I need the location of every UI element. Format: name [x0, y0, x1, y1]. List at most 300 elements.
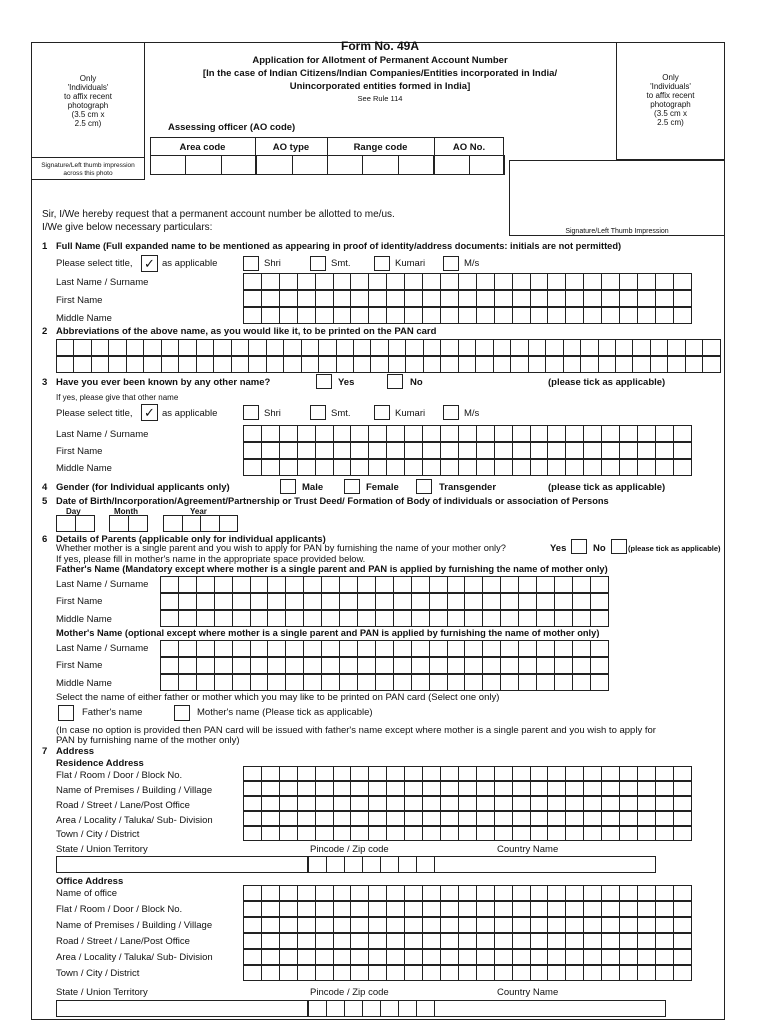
char-cell[interactable]	[602, 965, 620, 981]
char-cell[interactable]	[423, 766, 441, 781]
char-cell[interactable]	[441, 339, 458, 356]
char-cell[interactable]	[638, 811, 656, 826]
char-cell[interactable]	[674, 826, 692, 841]
char-cell[interactable]	[465, 610, 483, 627]
char-cell[interactable]	[573, 657, 591, 674]
char-cell[interactable]	[381, 856, 399, 873]
char-cell[interactable]	[495, 796, 513, 811]
char-cell[interactable]	[529, 339, 546, 356]
char-cell[interactable]	[513, 917, 531, 933]
s7-off-premises-input[interactable]	[243, 917, 692, 933]
char-cell[interactable]	[501, 593, 519, 610]
char-cell[interactable]	[602, 442, 620, 459]
char-cell[interactable]	[298, 307, 316, 324]
char-cell[interactable]	[387, 442, 405, 459]
char-cell[interactable]	[309, 856, 327, 873]
char-cell[interactable]	[531, 811, 549, 826]
char-cell[interactable]	[280, 290, 298, 307]
char-cell[interactable]	[674, 796, 692, 811]
char-cell[interactable]	[423, 273, 441, 290]
char-cell[interactable]	[363, 1000, 381, 1017]
char-cell[interactable]	[537, 674, 555, 691]
char-cell[interactable]	[423, 425, 441, 442]
char-cell[interactable]	[531, 459, 549, 476]
char-cell[interactable]	[531, 442, 549, 459]
char-cell[interactable]	[674, 811, 692, 826]
s7-off-town-input[interactable]	[243, 965, 692, 981]
char-cell[interactable]	[566, 425, 584, 442]
char-cell[interactable]	[423, 933, 441, 949]
char-cell[interactable]	[581, 356, 598, 373]
char-cell[interactable]	[298, 965, 316, 981]
char-cell[interactable]	[129, 515, 148, 532]
char-cell[interactable]	[262, 917, 280, 933]
char-cell[interactable]	[244, 781, 262, 796]
char-cell[interactable]	[405, 781, 423, 796]
char-cell[interactable]	[316, 442, 334, 459]
char-cell[interactable]	[298, 933, 316, 949]
signature-box-right[interactable]	[509, 160, 725, 236]
char-cell[interactable]	[531, 290, 549, 307]
s7-off-road-input[interactable]	[243, 933, 692, 949]
char-cell[interactable]	[548, 917, 566, 933]
char-cell[interactable]	[620, 917, 638, 933]
char-cell[interactable]	[215, 640, 233, 657]
char-cell[interactable]	[459, 339, 476, 356]
char-cell[interactable]	[656, 781, 674, 796]
char-cell[interactable]	[304, 593, 322, 610]
char-cell[interactable]	[477, 425, 495, 442]
char-cell[interactable]	[703, 356, 720, 373]
s3-title-shri-checkbox[interactable]	[243, 405, 259, 420]
char-cell[interactable]	[262, 965, 280, 981]
char-cell[interactable]	[215, 657, 233, 674]
char-cell[interactable]	[345, 856, 363, 873]
char-cell[interactable]	[651, 339, 668, 356]
char-cell[interactable]	[268, 640, 286, 657]
char-cell[interactable]	[501, 674, 519, 691]
char-cell[interactable]	[591, 610, 609, 627]
char-cell[interactable]	[656, 290, 674, 307]
char-cell[interactable]	[511, 356, 528, 373]
char-cell[interactable]	[459, 796, 477, 811]
char-cell[interactable]	[351, 290, 369, 307]
char-cell[interactable]	[369, 459, 387, 476]
char-cell[interactable]	[405, 307, 423, 324]
char-cell[interactable]	[197, 356, 214, 373]
char-cell[interactable]	[602, 307, 620, 324]
char-cell[interactable]	[262, 781, 280, 796]
char-cell[interactable]	[674, 290, 692, 307]
char-cell[interactable]	[566, 290, 584, 307]
char-cell[interactable]	[351, 933, 369, 949]
char-cell[interactable]	[249, 356, 266, 373]
char-cell[interactable]	[513, 442, 531, 459]
char-cell[interactable]	[214, 356, 231, 373]
char-cell[interactable]	[633, 339, 650, 356]
char-cell[interactable]	[351, 965, 369, 981]
char-cell[interactable]	[584, 290, 602, 307]
char-cell[interactable]	[511, 339, 528, 356]
char-cell[interactable]	[405, 917, 423, 933]
char-cell[interactable]	[244, 885, 262, 901]
char-cell[interactable]	[573, 576, 591, 593]
char-cell[interactable]	[638, 933, 656, 949]
char-cell[interactable]	[620, 425, 638, 442]
char-cell[interactable]	[322, 576, 340, 593]
s5-month-input[interactable]	[109, 515, 148, 532]
char-cell[interactable]	[423, 885, 441, 901]
char-cell[interactable]	[441, 425, 459, 442]
char-cell[interactable]	[501, 657, 519, 674]
char-cell[interactable]	[262, 442, 280, 459]
char-cell[interactable]	[573, 640, 591, 657]
char-cell[interactable]	[284, 356, 301, 373]
char-cell[interactable]	[423, 796, 441, 811]
char-cell[interactable]	[546, 339, 563, 356]
char-cell[interactable]	[459, 356, 476, 373]
char-cell[interactable]	[566, 811, 584, 826]
char-cell[interactable]	[459, 781, 477, 796]
char-cell[interactable]	[555, 576, 573, 593]
s3-yes-checkbox[interactable]	[316, 374, 332, 389]
char-cell[interactable]	[555, 657, 573, 674]
char-cell[interactable]	[316, 459, 334, 476]
char-cell[interactable]	[519, 657, 537, 674]
char-cell[interactable]	[638, 766, 656, 781]
char-cell[interactable]	[674, 307, 692, 324]
char-cell[interactable]	[387, 781, 405, 796]
char-cell[interactable]	[197, 576, 215, 593]
char-cell[interactable]	[286, 657, 304, 674]
char-cell[interactable]	[584, 917, 602, 933]
char-cell[interactable]	[262, 901, 280, 917]
char-cell[interactable]	[387, 826, 405, 841]
char-cell[interactable]	[322, 610, 340, 627]
char-cell[interactable]	[267, 339, 284, 356]
char-cell[interactable]	[531, 901, 549, 917]
char-cell[interactable]	[459, 442, 477, 459]
char-cell[interactable]	[566, 826, 584, 841]
char-cell[interactable]	[57, 339, 74, 356]
s7-off-flat-input[interactable]	[243, 901, 692, 917]
char-cell[interactable]	[638, 917, 656, 933]
char-cell[interactable]	[280, 459, 298, 476]
char-cell[interactable]	[322, 640, 340, 657]
char-cell[interactable]	[354, 356, 371, 373]
char-cell[interactable]	[280, 442, 298, 459]
char-cell[interactable]	[465, 593, 483, 610]
char-cell[interactable]	[638, 826, 656, 841]
char-cell[interactable]	[412, 610, 430, 627]
char-cell[interactable]	[501, 576, 519, 593]
s7-res-area-input[interactable]	[243, 811, 692, 826]
char-cell[interactable]	[127, 356, 144, 373]
char-cell[interactable]	[448, 610, 466, 627]
char-cell[interactable]	[459, 811, 477, 826]
char-cell[interactable]	[161, 657, 179, 674]
char-cell[interactable]	[316, 933, 334, 949]
char-cell[interactable]	[179, 657, 197, 674]
char-cell[interactable]	[477, 781, 495, 796]
char-cell[interactable]	[656, 459, 674, 476]
char-cell[interactable]	[513, 811, 531, 826]
char-cell[interactable]	[405, 901, 423, 917]
char-cell[interactable]	[215, 576, 233, 593]
char-cell[interactable]	[298, 949, 316, 965]
char-cell[interactable]	[495, 885, 513, 901]
char-cell[interactable]	[477, 949, 495, 965]
char-cell[interactable]	[280, 917, 298, 933]
char-cell[interactable]	[298, 796, 316, 811]
char-cell[interactable]	[406, 339, 423, 356]
char-cell[interactable]	[340, 610, 358, 627]
char-cell[interactable]	[251, 674, 269, 691]
s5-day-input[interactable]	[56, 515, 95, 532]
char-cell[interactable]	[387, 459, 405, 476]
char-cell[interactable]	[531, 307, 549, 324]
char-cell[interactable]	[441, 917, 459, 933]
char-cell[interactable]	[334, 425, 352, 442]
char-cell[interactable]	[405, 949, 423, 965]
char-cell[interactable]	[656, 826, 674, 841]
char-cell[interactable]	[602, 885, 620, 901]
char-cell[interactable]	[465, 657, 483, 674]
char-cell[interactable]	[405, 290, 423, 307]
char-cell[interactable]	[501, 610, 519, 627]
char-cell[interactable]	[381, 1000, 399, 1017]
char-cell[interactable]	[351, 826, 369, 841]
s7-off-pincode-input[interactable]	[308, 1000, 435, 1017]
char-cell[interactable]	[412, 593, 430, 610]
char-cell[interactable]	[494, 339, 511, 356]
char-cell[interactable]	[144, 356, 161, 373]
char-cell[interactable]	[674, 425, 692, 442]
char-cell[interactable]	[470, 155, 505, 175]
char-cell[interactable]	[351, 949, 369, 965]
char-cell[interactable]	[369, 811, 387, 826]
char-cell[interactable]	[334, 796, 352, 811]
char-cell[interactable]	[412, 640, 430, 657]
char-cell[interactable]	[309, 1000, 327, 1017]
char-cell[interactable]	[448, 640, 466, 657]
char-cell[interactable]	[459, 307, 477, 324]
char-cell[interactable]	[620, 442, 638, 459]
char-cell[interactable]	[477, 965, 495, 981]
char-cell[interactable]	[668, 356, 685, 373]
char-cell[interactable]	[548, 885, 566, 901]
char-cell[interactable]	[495, 933, 513, 949]
char-cell[interactable]	[513, 273, 531, 290]
char-cell[interactable]	[262, 796, 280, 811]
char-cell[interactable]	[284, 339, 301, 356]
char-cell[interactable]	[280, 781, 298, 796]
char-cell[interactable]	[369, 949, 387, 965]
char-cell[interactable]	[620, 781, 638, 796]
s3-title-smt-checkbox[interactable]	[310, 405, 326, 420]
char-cell[interactable]	[674, 273, 692, 290]
char-cell[interactable]	[179, 593, 197, 610]
char-cell[interactable]	[302, 356, 319, 373]
s7-off-country-input[interactable]	[434, 1000, 666, 1017]
char-cell[interactable]	[674, 766, 692, 781]
char-cell[interactable]	[162, 339, 179, 356]
char-cell[interactable]	[197, 640, 215, 657]
char-cell[interactable]	[566, 796, 584, 811]
char-cell[interactable]	[548, 933, 566, 949]
char-cell[interactable]	[423, 811, 441, 826]
char-cell[interactable]	[316, 290, 334, 307]
char-cell[interactable]	[548, 766, 566, 781]
char-cell[interactable]	[340, 640, 358, 657]
char-cell[interactable]	[161, 640, 179, 657]
char-cell[interactable]	[602, 826, 620, 841]
char-cell[interactable]	[566, 901, 584, 917]
char-cell[interactable]	[591, 674, 609, 691]
char-cell[interactable]	[405, 826, 423, 841]
char-cell[interactable]	[280, 885, 298, 901]
char-cell[interactable]	[674, 965, 692, 981]
char-cell[interactable]	[548, 949, 566, 965]
char-cell[interactable]	[316, 885, 334, 901]
char-cell[interactable]	[459, 766, 477, 781]
s6-mothers-name-checkbox[interactable]	[174, 705, 190, 721]
char-cell[interactable]	[286, 640, 304, 657]
char-cell[interactable]	[519, 640, 537, 657]
s3-last-name-input[interactable]	[243, 425, 692, 442]
char-cell[interactable]	[495, 949, 513, 965]
char-cell[interactable]	[369, 442, 387, 459]
char-cell[interactable]	[477, 796, 495, 811]
char-cell[interactable]	[244, 811, 262, 826]
char-cell[interactable]	[513, 459, 531, 476]
char-cell[interactable]	[548, 811, 566, 826]
char-cell[interactable]	[566, 933, 584, 949]
char-cell[interactable]	[548, 901, 566, 917]
char-cell[interactable]	[602, 811, 620, 826]
char-cell[interactable]	[257, 155, 292, 175]
char-cell[interactable]	[244, 307, 262, 324]
char-cell[interactable]	[638, 442, 656, 459]
char-cell[interactable]	[389, 339, 406, 356]
char-cell[interactable]	[268, 593, 286, 610]
char-cell[interactable]	[197, 610, 215, 627]
char-cell[interactable]	[441, 826, 459, 841]
char-cell[interactable]	[233, 576, 251, 593]
char-cell[interactable]	[399, 155, 434, 175]
char-cell[interactable]	[214, 339, 231, 356]
s3-first-name-input[interactable]	[243, 442, 692, 459]
char-cell[interactable]	[430, 593, 448, 610]
char-cell[interactable]	[477, 273, 495, 290]
char-cell[interactable]	[319, 339, 336, 356]
char-cell[interactable]	[262, 425, 280, 442]
char-cell[interactable]	[302, 339, 319, 356]
char-cell[interactable]	[564, 339, 581, 356]
char-cell[interactable]	[92, 356, 109, 373]
char-cell[interactable]	[298, 826, 316, 841]
char-cell[interactable]	[387, 885, 405, 901]
char-cell[interactable]	[298, 917, 316, 933]
char-cell[interactable]	[529, 356, 546, 373]
char-cell[interactable]	[441, 949, 459, 965]
char-cell[interactable]	[334, 781, 352, 796]
char-cell[interactable]	[638, 781, 656, 796]
char-cell[interactable]	[620, 901, 638, 917]
char-cell[interactable]	[591, 657, 609, 674]
char-cell[interactable]	[548, 781, 566, 796]
char-cell[interactable]	[334, 290, 352, 307]
char-cell[interactable]	[519, 593, 537, 610]
char-cell[interactable]	[441, 459, 459, 476]
char-cell[interactable]	[459, 901, 477, 917]
char-cell[interactable]	[351, 811, 369, 826]
char-cell[interactable]	[477, 307, 495, 324]
char-cell[interactable]	[616, 339, 633, 356]
char-cell[interactable]	[548, 965, 566, 981]
char-cell[interactable]	[293, 155, 328, 175]
char-cell[interactable]	[337, 356, 354, 373]
char-cell[interactable]	[334, 917, 352, 933]
char-cell[interactable]	[584, 811, 602, 826]
char-cell[interactable]	[76, 515, 95, 532]
char-cell[interactable]	[197, 593, 215, 610]
char-cell[interactable]	[476, 339, 493, 356]
char-cell[interactable]	[280, 826, 298, 841]
char-cell[interactable]	[369, 781, 387, 796]
char-cell[interactable]	[686, 339, 703, 356]
char-cell[interactable]	[465, 576, 483, 593]
char-cell[interactable]	[620, 933, 638, 949]
char-cell[interactable]	[262, 273, 280, 290]
char-cell[interactable]	[668, 339, 685, 356]
char-cell[interactable]	[179, 674, 197, 691]
char-cell[interactable]	[376, 610, 394, 627]
char-cell[interactable]	[369, 425, 387, 442]
char-cell[interactable]	[477, 901, 495, 917]
char-cell[interactable]	[304, 610, 322, 627]
char-cell[interactable]	[161, 576, 179, 593]
char-cell[interactable]	[316, 307, 334, 324]
char-cell[interactable]	[591, 640, 609, 657]
char-cell[interactable]	[537, 657, 555, 674]
char-cell[interactable]	[387, 766, 405, 781]
char-cell[interactable]	[369, 273, 387, 290]
char-cell[interactable]	[334, 766, 352, 781]
char-cell[interactable]	[109, 339, 126, 356]
char-cell[interactable]	[262, 307, 280, 324]
char-cell[interactable]	[546, 356, 563, 373]
char-cell[interactable]	[441, 796, 459, 811]
char-cell[interactable]	[334, 933, 352, 949]
char-cell[interactable]	[423, 949, 441, 965]
char-cell[interactable]	[548, 796, 566, 811]
char-cell[interactable]	[298, 425, 316, 442]
char-cell[interactable]	[161, 674, 179, 691]
char-cell[interactable]	[620, 307, 638, 324]
char-cell[interactable]	[638, 949, 656, 965]
char-cell[interactable]	[638, 307, 656, 324]
char-cell[interactable]	[222, 155, 257, 175]
char-cell[interactable]	[244, 273, 262, 290]
char-cell[interactable]	[387, 425, 405, 442]
char-cell[interactable]	[376, 674, 394, 691]
s4-transgender-checkbox[interactable]	[416, 479, 432, 494]
char-cell[interactable]	[280, 796, 298, 811]
char-cell[interactable]	[298, 459, 316, 476]
char-cell[interactable]	[459, 425, 477, 442]
char-cell[interactable]	[387, 933, 405, 949]
